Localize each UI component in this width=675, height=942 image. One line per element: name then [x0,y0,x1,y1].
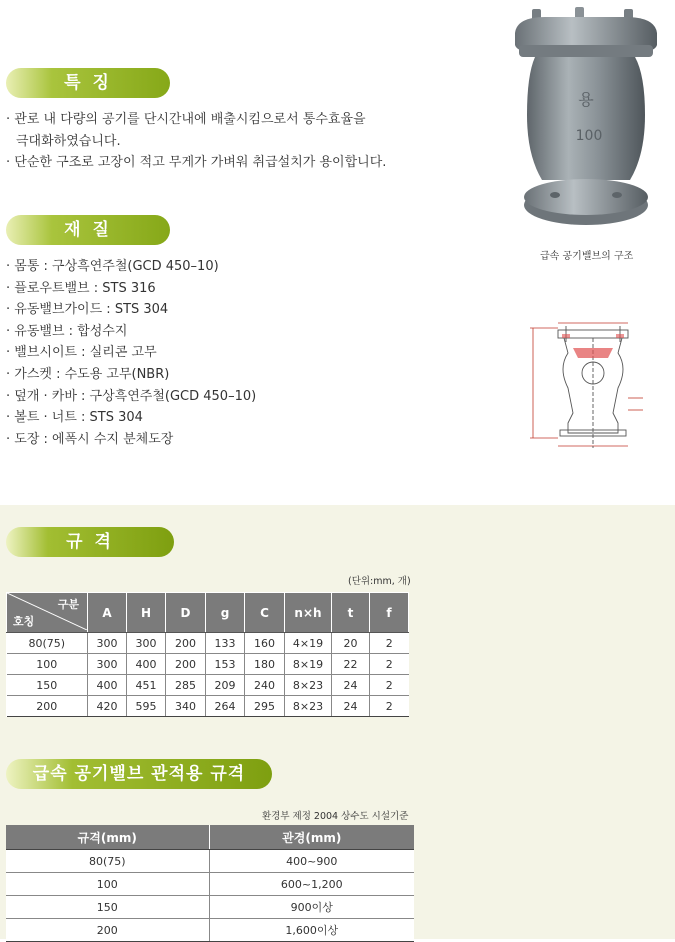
table-row [6,850,414,873]
cell: 150 [6,896,209,919]
col-header: 규격(mm) [6,825,209,850]
cell: 285 [166,675,206,696]
spec-header-row [7,593,409,633]
cell: 200 [6,919,209,942]
pipe-table [6,825,414,942]
feature-line: · 단순한 구조로 고장이 적고 무게가 가벼워 취급설치가 용이합니다. [6,155,387,170]
photo-caption: 급속 공기밸브의 구조 [540,251,634,262]
cell: 8×19 [285,654,332,675]
cell: 22 [332,654,370,675]
valve-cross-section-drawing [528,318,648,453]
cell: 400 [127,654,166,675]
material-item: · 밸브시이트 : 실리콘 고무 [6,345,157,361]
cell: 20 [332,633,370,654]
features-heading: 특 징 [6,68,170,98]
table-row [6,873,414,896]
cell: 600~1,200 [209,873,414,896]
col-header: t [332,593,370,633]
table-row [6,896,414,919]
cell: 2 [370,654,409,675]
cell: 900이상 [209,896,414,919]
cell: 240 [245,675,285,696]
air-valve-photo [505,5,670,235]
col-header: C [245,593,285,633]
cell: 200 [166,654,206,675]
material-item: · 유동밸브가이드 : STS 304 [6,302,169,318]
cell: 420 [88,696,127,717]
table-row [7,633,409,654]
cell: 80(75) [6,850,209,873]
material-item: · 볼트 · 너트 : STS 304 [6,410,143,426]
material-item: · 유동밸브 : 합성수지 [6,323,128,339]
material-item: · 덮개 · 카바 : 구상흑연주철(GCD 450–10) [6,388,257,404]
table-row [6,919,414,942]
col-header: n×h [285,593,332,633]
cell: 160 [245,633,285,654]
materials-heading: 재 질 [6,215,170,245]
material-item: · 도장 : 에폭시 수지 분체도장 [6,431,174,447]
cell: 209 [206,675,245,696]
materials-list [6,256,256,450]
cell: 1,600이상 [209,919,414,942]
cell: 400~900 [209,850,414,873]
feature-line: · 관로 내 다량의 공기를 단시간내에 배출시킴으로서 통수효율을 [6,112,366,127]
cell: 133 [206,633,245,654]
cell: 2 [370,675,409,696]
features-text [6,109,416,174]
cell: 24 [332,675,370,696]
cell: 153 [206,654,245,675]
table-row [7,696,409,717]
col-header: D [166,593,206,633]
cell: 2 [370,633,409,654]
body-marking-1: 용 [578,90,594,109]
cell: 400 [88,675,127,696]
cell: 264 [206,696,245,717]
cell: 80(75) [7,633,88,654]
cell: 8×23 [285,696,332,717]
spec-table [6,592,409,717]
corner-bottom-label: 호칭 [13,615,35,628]
cell: 2 [370,696,409,717]
body-marking-2: 100 [575,128,603,144]
col-header: f [370,593,409,633]
col-header: g [206,593,245,633]
cell: 100 [6,873,209,896]
cell: 180 [245,654,285,675]
cell: 595 [127,696,166,717]
standard-note: 환경부 제정 2004 상수도 시설기준 [262,811,409,822]
material-item: · 몸통 : 구상흑연주철(GCD 450–10) [6,259,219,274]
spec-heading: 규 격 [6,527,174,557]
pipe-header-row [6,825,414,850]
cell: 295 [245,696,285,717]
cell: 451 [127,675,166,696]
cell: 150 [7,675,88,696]
table-row [7,675,409,696]
unit-label: (단위:mm, 개) [348,576,411,587]
cell: 200 [166,633,206,654]
spec-corner-header [7,593,88,633]
corner-top-label: 구분 [57,598,79,611]
material-item: · 가스켓 : 수도용 고무(NBR) [6,366,170,382]
col-header: 관경(mm) [209,825,414,850]
cell: 4×19 [285,633,332,654]
col-header: H [127,593,166,633]
pipe-heading: 급속 공기밸브 관적용 규격 [6,759,272,789]
cell: 300 [88,654,127,675]
cell: 24 [332,696,370,717]
col-header: A [88,593,127,633]
feature-line: 극대화하였습니다. [16,133,121,149]
table-row [7,654,409,675]
cell: 200 [7,696,88,717]
cell: 8×23 [285,675,332,696]
cell: 340 [166,696,206,717]
cell: 300 [88,633,127,654]
cell: 100 [7,654,88,675]
material-item: · 플로우트밸브 : STS 316 [6,280,156,296]
cell: 300 [127,633,166,654]
